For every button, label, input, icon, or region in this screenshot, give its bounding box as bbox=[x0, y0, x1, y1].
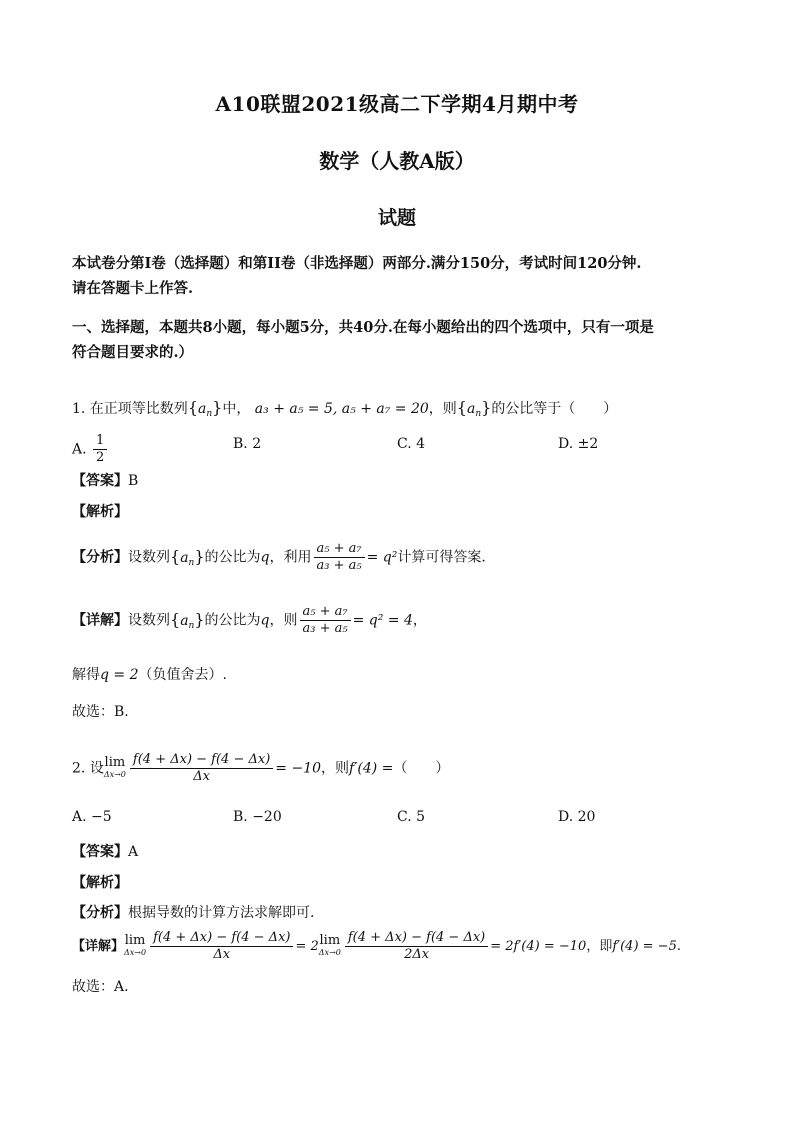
section-line-1: 一、选择题，本题共8小题，每小题5分，共40分.在每小题给出的四个选项中，只有一项是 bbox=[72, 319, 654, 336]
intro-line-1: 本试卷分第I卷（选择题）和第II卷（非选择题）两部分.满分150分，考试时间120分钟. bbox=[72, 255, 642, 272]
intro-paragraph bbox=[72, 251, 722, 301]
section-line-2: 符合题目要求的.） bbox=[72, 344, 194, 361]
q1-analysis-label: 【解析】 bbox=[72, 504, 128, 520]
q1-solve: 解得q = 2（负值舍去）. bbox=[72, 667, 227, 683]
paper-title: 试题 bbox=[377, 207, 416, 229]
q2-option-b: B. −20 bbox=[233, 809, 282, 825]
q2-option-c: C. 5 bbox=[397, 809, 426, 825]
sequence-notation-2: $\{a_n\}$ bbox=[456, 398, 492, 419]
q2-option-a: A. −5 bbox=[72, 809, 112, 825]
q1-option-a: A. $\frac{1}{2}$ bbox=[72, 433, 109, 466]
section-heading bbox=[72, 315, 722, 365]
question-2-stem: 2. 设 lim Δx→0 $\frac{f(4 + \Delta x) - f(4 - \Delta x)}{\Delta x}$ = −10，则f′(4) =（ ） bbox=[72, 752, 450, 784]
q2-xiangjie: 【详解】 lim Δx→0 $\frac{f(4 + \Delta x) - f(4 - \Delta x)}{\Delta x}$ = 2 lim Δx→0 $\frac{f(4 + \Delta x) - f(4 - \Delta x)}{2\Delta x}$ = 2f′(4) = −10，即f′(4) = −5. bbox=[72, 930, 681, 962]
q2-choose: 故选：A. bbox=[72, 979, 129, 995]
q1-fenxi: 【分析】设数列$\{a_n\}$的公比为q，利用 $\frac{\text{a₅ + a₇}}{\text{a₃ + a₅}}$ = q²计算可得答案. bbox=[72, 541, 486, 573]
q2-fenxi: 【分析】根据导数的计算方法求解即可. bbox=[72, 905, 315, 921]
question-1-stem: 1. 在正项等比数列$\{a_n\}$中， a₃ + a₅ = 5, a₅ + a₇ = 20，则$\{a_n\}$的公比等于（ ） bbox=[72, 398, 618, 419]
sequence-notation: $\{a_n\}$ bbox=[187, 398, 223, 419]
q1-option-d: D. ±2 bbox=[558, 436, 599, 452]
q1-option-c: C. 4 bbox=[397, 436, 426, 452]
q2-answer: 【答案】A bbox=[72, 844, 139, 860]
intro-line-2: 请在答题卡上作答. bbox=[72, 280, 194, 297]
q2-option-d: D. 20 bbox=[558, 809, 596, 825]
subject-title: 数学（人教A版） bbox=[319, 149, 475, 173]
q1-choose: 故选：B. bbox=[72, 704, 129, 720]
condition-formula: a₃ + a₅ = 5, a₅ + a₇ = 20 bbox=[254, 401, 429, 417]
q1-option-b: B. 2 bbox=[233, 436, 262, 452]
q2-analysis-label: 【解析】 bbox=[72, 875, 128, 891]
q1-xiangjie: 【详解】设数列$\{a_n\}$的公比为q，则 $\frac{\text{a₅ + a₇}}{\text{a₃ + a₅}}$ = q² = 4， bbox=[72, 604, 427, 636]
q1-answer: 【答案】B bbox=[72, 473, 139, 489]
exam-title: A10联盟2021级高二下学期4月期中考 bbox=[215, 92, 579, 116]
